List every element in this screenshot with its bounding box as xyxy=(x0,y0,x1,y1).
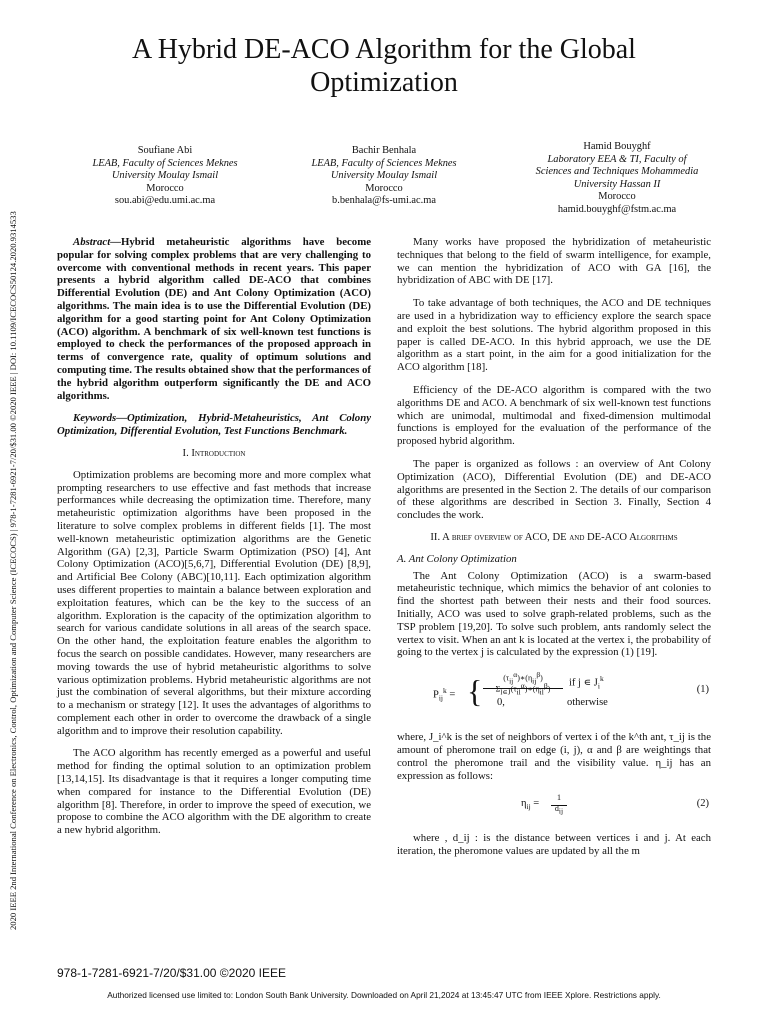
author-affiliation: University Moulay Ismail xyxy=(111,170,219,181)
subsection-heading-aco: A. Ant Colony Optimization xyxy=(397,552,517,565)
eq1-condition: if j ∊ $J_i^k$ xyxy=(569,674,604,691)
section-heading-overview: II. A brief overview of ACO, DE and DE-ACO Algorithms xyxy=(430,531,678,543)
author-2 xyxy=(289,145,479,208)
author-3 xyxy=(507,141,727,216)
equation-1 xyxy=(397,669,711,719)
eq1-denominator: $\Sigma_{l∊J}(\tau_{il}^\alpha)∗(\eta_{il}^\beta)$ xyxy=(495,681,551,697)
right-column xyxy=(397,236,711,868)
paragraph: Efficiency of the DE-ACO algorithm is compared with the two algorithms DE and ACO. A benchmark of six well-known test functions which are unimodal, multimodal and fixed-dimension multimodal functions is employed for the evaluation of the performance of the proposed hybrid algorithm. xyxy=(397,383,711,448)
keywords-label: Keywords— xyxy=(73,412,127,425)
author-name: Soufiane Abi xyxy=(137,145,193,156)
paragraph: Optimization problems are becoming more and more complex what prompting researchers to use effective and fast methods that increase performances while decreasing the optimization time. Therefore, many metaheuristic optimization algorithms have been proposed in the literature to solve complex problems in different fields [1]. The most well-known metaheuristic optimization algorithms are the Genetic Algorithm (GA) [2,3], Particle Swarm Optimization (PSO) [4], Ant Colony Optimization (ACO)[5,6,7], Differential Evolution (DE) [8,9], and Artificial Bee Colony (ABC)[10,11]. Each optimization algorithm uses different properties to maintain a balance between exploration and exploitation features, which can be the key to the success of an algorithm. Exploration is the capacity of the optimization algorithm to search for various candidate solutions in all areas of the search space. On the other hand, the exploitation feature enables the algorithm to focus the search on possible candidates. However, many researchers are moving towards the use of hybrid metaheuristic algorithms to solve various optimization problems. Hybrid metaheuristic algorithms are not just the combination of several algorithms, but their mixture according to a mechanism or strategy [12]. It uses the advantages of algorithms to complement each other in order to overcome the drawback of a single algorithm and to improve their resolution capability. xyxy=(57,468,371,737)
paper-title: A Hybrid DE-ACO Algorithm for the Global Optimization xyxy=(132,34,636,98)
author-affiliation: University Hassan II xyxy=(573,178,661,190)
eq1-otherwise: otherwise xyxy=(567,697,608,709)
paragraph: where, J_i^k is the set of neighbors of vertex i of the k^th ant, τ_ij is the amount of pheromone trail on edge (i, j), α and β are weightings that control the pheromone trail and the visibility value. η_ij has an expression as follows: xyxy=(397,731,711,782)
equation-2 xyxy=(397,792,711,818)
abstract-text: Hybrid metaheuristic algorithms have become popular for solving complex problems that are very challenging to overcome with conventional methods in recent years. This paper presents a hybrid algorithm called DE-ACO that combines Differential Evolution (DE) and Ant Colony Optimization (ACO) algorithms. The main idea is to use the Differential Evolution (DE) algorithm for a good starting point for Ant Colony Optimization (ACO) algorithm. A benchmark of six well-known test functions is employed to check the performances of the proposed approach in terms of convergence rate, quality of optimum solutions and computing time. The results obtained show that the performances of the hybrid algorithm outperform significantly the DE and ACO algorithms. xyxy=(57,236,371,402)
side-band-text: 2020 IEEE 2nd International Conference on Electronics, Control, Optimization and Computer Science (ICECOCS) | 978-1-7281-6921-7/20/$31.00 ©2020 IEEE | DOI: 10.1109/ICECOCS50124.2020.9314533 xyxy=(8,211,18,930)
section-heading-introduction: I. Introduction xyxy=(182,447,246,459)
abstract xyxy=(57,236,371,402)
paragraph: To take advantage of both techniques, the ACO and DE techniques are used in a hybridization way to efficiency explore the search space and exploit the best solutions. The hybrid algorithm proposed in this paper is called DE-ACO. In this hybrid approach, we use the DE algorithm as a start point, in the aim for a good initialization for the ACO algorithm [18]. xyxy=(397,297,711,374)
eq1-zero: 0, xyxy=(497,697,505,709)
eq2-denominator: $d_{ij}$ xyxy=(554,804,564,816)
paragraph: where , d_ij : is the distance between vertices i and j. At each iteration, the pheromone values are updated by all the m xyxy=(397,832,711,858)
author-1 xyxy=(70,145,260,208)
equation-number: (2) xyxy=(696,798,709,810)
left-column xyxy=(57,236,371,847)
equation-number: (1) xyxy=(696,684,709,696)
author-affiliation: Sciences and Techniques Mohammedia xyxy=(535,166,699,177)
author-country: Morocco xyxy=(365,182,403,194)
authors-block xyxy=(0,141,768,225)
abstract-label: Abstract— xyxy=(73,236,121,248)
author-email: b.benhala@fs-umi.ac.ma xyxy=(332,195,436,206)
paragraph: The paper is organized as follows : an overview of Ant Colony Optimization (ACO), Differential Evolution (DE) and DE-ACO algorithms are presented in the Section 2. The details of our comparison of these algorithms are described in Section 3. Finally, Section 4 concludes the work. xyxy=(397,457,711,522)
footer-license: Authorized licensed use limited to: London South Bank University. Downloaded on April 21,2024 at 13:45:47 UTC from IEEE Xplore. Restrictions apply. xyxy=(107,990,661,1000)
author-affiliation: Laboratory EEA & TI, Faculty of xyxy=(547,153,687,165)
eq1-numerator: $(\tau_{ij}^\alpha)∗(\eta_{ij}^\beta)$ xyxy=(483,669,563,689)
author-affiliation: LEAB, Faculty of Sciences Meknes xyxy=(311,157,457,169)
author-country: Morocco xyxy=(146,182,184,194)
author-country: Morocco xyxy=(598,191,636,202)
keywords-text: Optimization, Hybrid-Metaheuristics, Ant Colony Optimization, Differential Evolution, Test Functions Benchmark. xyxy=(57,412,371,438)
author-affiliation: LEAB, Faculty of Sciences Meknes xyxy=(92,157,238,169)
keywords xyxy=(57,412,371,438)
author-email: sou.abi@edu.umi.ac.ma xyxy=(114,195,216,206)
eq1-lhs: $P_{ij}^k$ = xyxy=(433,686,456,703)
paragraph: The ACO algorithm has recently emerged as a powerful and useful method for finding the optimal solution to an optimization problem [13,14,15]. Its disadvantage is that it requires a longer computing time when compared for instance to the Differential Evolution (DE) algorithm [8]. Therefore, in order to improve the speed of execution, we propose to combine the ACO algorithm with the DE algorithm to create a new hybrid algorithm. xyxy=(57,747,371,837)
author-name: Bachir Benhala xyxy=(351,145,417,156)
eq2-numerator: 1 xyxy=(551,792,567,806)
author-name: Hamid Bouyghf xyxy=(583,141,651,152)
footer-price: 978-1-7281-6921-7/20/$31.00 ©2020 IEEE xyxy=(57,966,287,980)
paragraph: The Ant Colony Optimization (ACO) is a swarm-based metaheuristic technique, which mimics the behavior of ant colonies to find the shortest path between their nests and their food sources. Initially, ACO was used to solve graph-related problems, such as the TSP problem [19,20]. To solve such problem, ants randomly select the vertex to visit. When an ant k is located at the vertex i, the probability of going to the vertex j is calculated by the expression (1) [19]. xyxy=(397,569,711,659)
eq1-brace: { xyxy=(467,673,483,710)
author-affiliation: University Moulay Ismail xyxy=(330,170,438,181)
paragraph: Many works have proposed the hybridization of metaheuristic techniques that belong to the field of swarm intelligence, for example, we can mention the hybridization of ACO with GA [16], the hybridization of ABC with DE [17]. xyxy=(397,236,711,287)
eq2-lhs: $\eta_{ij}$ = xyxy=(521,798,540,812)
author-email: hamid.bouyghf@fstm.ac.ma xyxy=(557,203,677,215)
